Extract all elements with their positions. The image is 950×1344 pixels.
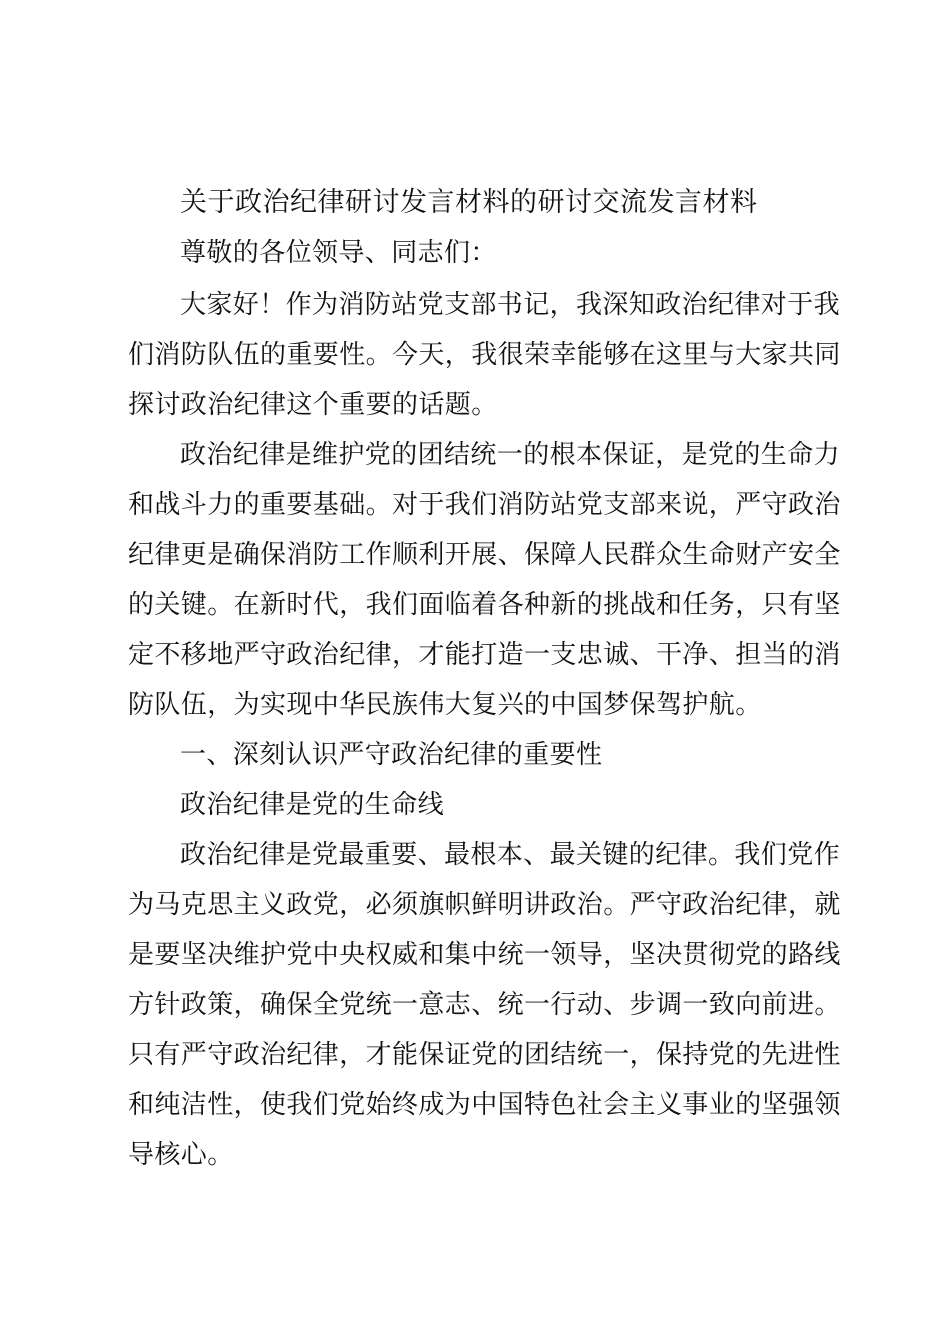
paragraph-opening: [128, 280, 841, 430]
paragraph-line: 是要坚决维护党中央权威和集中统一领导，坚决贯彻党的路线: [128, 940, 841, 970]
paragraph-lifeline: [128, 830, 841, 1180]
paragraph-line: 政治纪律是维护党的团结统一的根本保证，是党的生命力: [180, 440, 841, 470]
paragraph-line: 方针政策，确保全党统一意志、统一行动、步调一致向前进。: [128, 990, 841, 1020]
document-title: 关于政治纪律研讨发言材料的研讨交流发言材料: [180, 187, 758, 218]
document-body: [128, 178, 841, 1180]
paragraph-line: 大家好！作为消防站党支部书记，我深知政治纪律对于我: [180, 290, 841, 320]
paragraph-line: 定不移地严守政治纪律，才能打造一支忠诚、干净、担当的消: [128, 640, 841, 670]
paragraph-line: 的关键。在新时代，我们面临着各种新的挑战和任务，只有坚: [128, 590, 841, 620]
salutation: 尊敬的各位领导、同志们：: [180, 238, 497, 268]
section-heading: 一、深刻认识严守政治纪律的重要性: [180, 740, 603, 770]
paragraph-line: 纪律更是确保消防工作顺利开展、保障人民群众生命财产安全: [128, 540, 841, 570]
paragraph-importance: [128, 430, 841, 730]
subheading: 政治纪律是党的生命线: [180, 790, 445, 820]
paragraph-line: 们消防队伍的重要性。今天，我很荣幸能够在这里与大家共同: [128, 340, 841, 370]
paragraph-line: 防队伍，为实现中华民族伟大复兴的中国梦保驾护航。: [128, 690, 762, 720]
paragraph-line: 和纯洁性，使我们党始终成为中国特色社会主义事业的坚强领: [128, 1090, 841, 1120]
paragraph-line: 政治纪律是党最重要、最根本、最关键的纪律。我们党作: [180, 840, 841, 870]
paragraph-line: 探讨政治纪律这个重要的话题。: [128, 390, 498, 420]
paragraph-line: 只有严守政治纪律，才能保证党的团结统一，保持党的先进性: [128, 1040, 841, 1070]
paragraph-line: 和战斗力的重要基础。对于我们消防站党支部来说，严守政治: [128, 490, 841, 520]
paragraph-line: 为马克思主义政党，必须旗帜鲜明讲政治。严守政治纪律，就: [128, 890, 841, 920]
paragraph-line: 导核心。: [128, 1140, 234, 1170]
